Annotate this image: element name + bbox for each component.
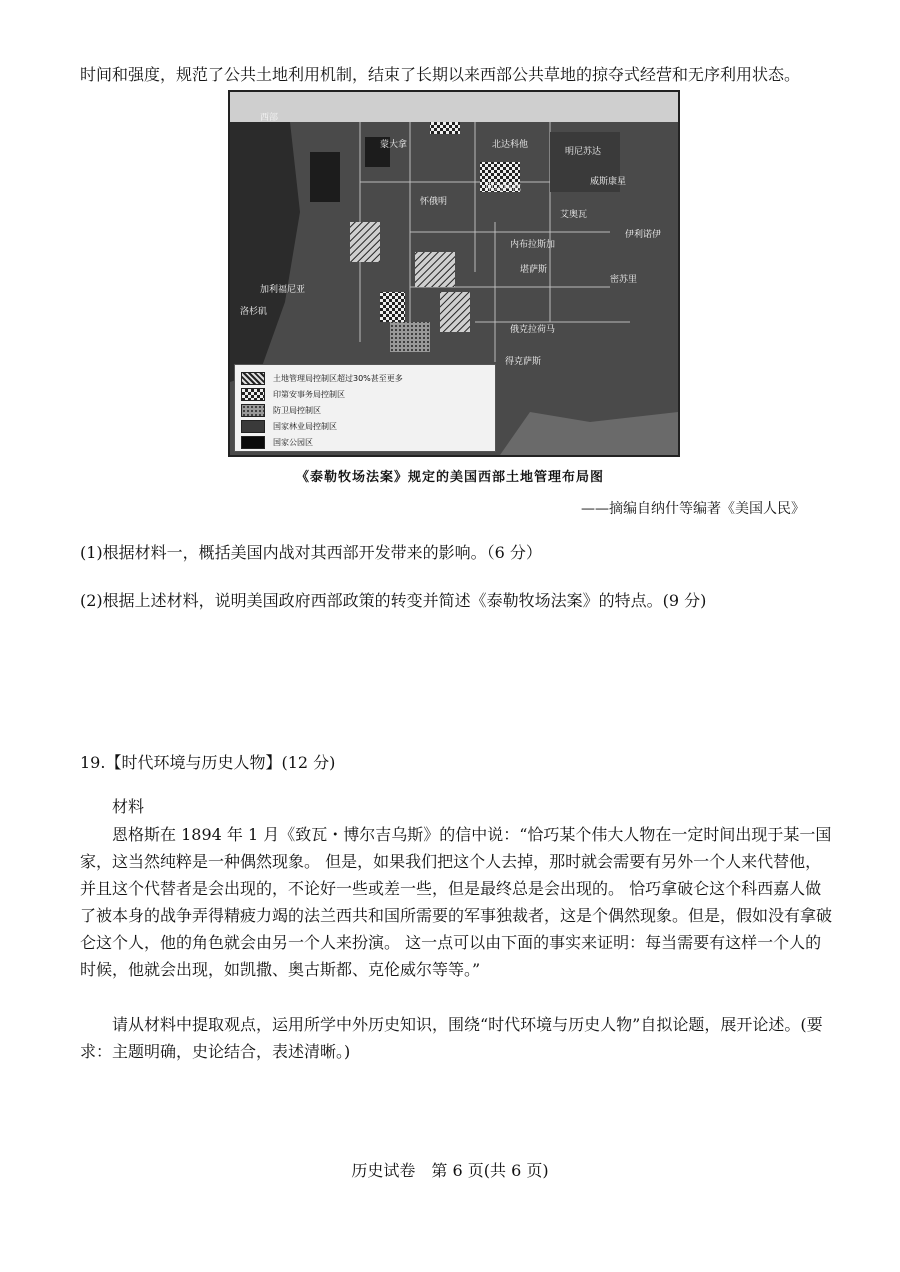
legend-swatch — [241, 388, 265, 401]
svg-text:北达科他: 北达科他 — [492, 140, 529, 150]
svg-text:西部: 西部 — [260, 113, 279, 123]
svg-text:得克萨斯: 得克萨斯 — [505, 357, 542, 367]
svg-text:威斯康星: 威斯康星 — [590, 177, 627, 187]
legend-row — [241, 371, 403, 385]
svg-text:内布拉斯加: 内布拉斯加 — [510, 240, 556, 250]
svg-text:密苏里: 密苏里 — [610, 275, 638, 285]
legend-label: 国家公园区 — [273, 437, 313, 447]
legend-label: 国家林业局控制区 — [273, 421, 337, 431]
svg-text:明尼苏达: 明尼苏达 — [565, 147, 602, 157]
svg-text:堪萨斯: 堪萨斯 — [520, 265, 548, 275]
svg-text:俄克拉荷马: 俄克拉荷马 — [510, 325, 556, 335]
legend-label: 印第安事务局控制区 — [273, 389, 345, 399]
land-management-map — [228, 90, 680, 457]
legend-swatch — [241, 404, 265, 417]
question-2: (2)根据上述材料，说明美国政府西部政策的转变并简述《泰勒牧场法案》的特点。(9 分) — [80, 591, 707, 610]
legend-swatch — [241, 436, 265, 449]
map-legend — [234, 364, 496, 452]
page-footer: 历史试卷 第 6 页(共 6 页) — [351, 1161, 549, 1180]
legend-row — [241, 403, 321, 417]
map-caption: 《泰勒牧场法案》规定的美国西部土地管理布局图 — [295, 470, 604, 485]
legend-swatch — [241, 372, 265, 385]
svg-text:伊利诺伊: 伊利诺伊 — [625, 230, 662, 240]
top-text-line: 时间和强度，规范了公共土地利用机制，结束了长期以来西部公共草地的掠夺式经营和无序利用状态。 — [80, 65, 801, 84]
source-citation: ——摘编自纳什等编著《美国人民》 — [581, 501, 805, 517]
svg-text:怀俄明: 怀俄明 — [420, 197, 448, 207]
legend-label: 防卫局控制区 — [273, 405, 321, 415]
material-label: 材料 — [112, 797, 145, 816]
material-paragraph: 恩格斯在 1894 年 1 月《致瓦・博尔吉乌斯》的信中说：“恰巧某个伟大人物在一定时间出现于某一国家，这当然纯粹是一种偶然现象。 但是，如果我们把这个人去掉，那时就会需要有另外一个人来代替他，并且这个代替者是会出现的，不论好一些或差一些，但是最终总是会出现的。 恰巧拿破仑这个科西嘉人做了被本身的战争弄得精疲力竭的法兰西共和国所需要的军事独裁者，这是个偶然现象。但是，假如没有拿破仑这个人，他的角色就会由另一个人来扮演。 这一点可以由下面的事实来证明：每当需要有这样一个人的时候，他就会出现，如凯撒、奥古斯都、克伦威尔等等。” — [80, 825, 833, 979]
legend-row — [241, 435, 313, 449]
svg-text:蒙大拿: 蒙大拿 — [380, 140, 408, 150]
legend-label: 土地管理局控制区超过30%甚至更多 — [273, 373, 403, 383]
question-19-title: 19.【时代环境与历史人物】(12 分) — [80, 753, 336, 772]
svg-text:南达科他: 南达科他 — [485, 183, 522, 193]
legend-row — [241, 419, 337, 433]
svg-text:洛杉矶: 洛杉矶 — [240, 307, 268, 317]
legend-swatch — [241, 420, 265, 433]
question-1: (1)根据材料一，概括美国内战对其西部开发带来的影响。（6 分） — [80, 543, 542, 562]
svg-text:艾奥瓦: 艾奥瓦 — [560, 210, 588, 220]
legend-row — [241, 387, 345, 401]
svg-text:加利福尼亚: 加利福尼亚 — [260, 285, 306, 295]
task-paragraph: 请从材料中提取观点，运用所学中外历史知识，围绕“时代环境与历史人物”自拟论题，展开论述。(要求：主题明确，史论结合，表述清晰。) — [80, 1015, 823, 1061]
